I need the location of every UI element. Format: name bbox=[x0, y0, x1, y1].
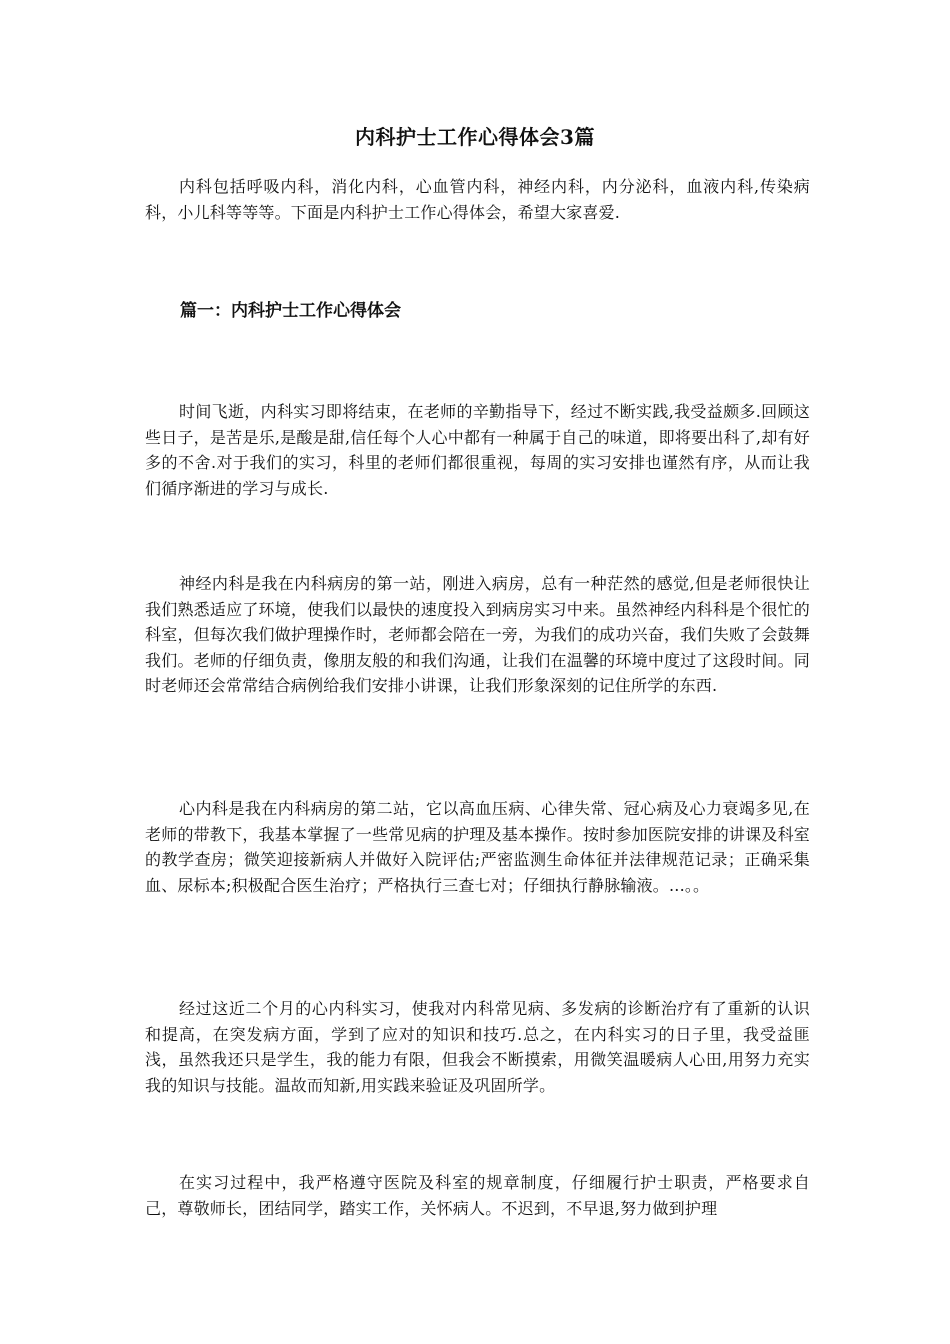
body-paragraph: 神经内科是我在内科病房的第一站，刚进入病房，总有一种茫然的感觉,但是老师很快让我们熟悉适应了环境，使我们以最快的速度投入到病房实习中来。虽然神经内科科是个很忙的科室，但每次我们做护理操作时，老师都会陪在一旁，为我们的成功兴奋，我们失败了会鼓舞我们。老师的仔细负责，像朋友般的和我们沟通，让我们在温馨的环境中度过了这段时间。同时老师还会常常结合病例给我们安排小讲课，让我们形象深刻的记住所学的东西. bbox=[145, 574, 810, 695]
body-paragraph: 心内科是我在内科病房的第二站，它以高血压病、心律失常、冠心病及心力衰竭多见,在老师的带教下，我基本掌握了一些常见病的护理及基本操作。按时参加医院安排的讲课及科室的教学查房；微笑迎接新病人并做好入院评估;严密监测生命体征并法律规范记录；正确采集血、尿标本;积极配合医生治疗；严格执行三查七对；仔细执行静脉输液。...。。 bbox=[145, 799, 810, 895]
section-heading: 篇一：内科护士工作心得体会 bbox=[180, 301, 401, 321]
body-paragraph: 经过这近二个月的心内科实习，使我对内科常见病、多发病的诊断治疗有了重新的认识和提高，在突发病方面，学到了应对的知识和技巧.总之，在内科实习的日子里，我受益匪浅，虽然我还只是学生，我的能力有限，但我会不断摸索，用微笑温暖病人心田,用努力充实我的知识与技能。温故而知新,用实践来验证及巩固所学。 bbox=[145, 999, 810, 1095]
body-paragraph: 在实习过程中，我严格遵守医院及科室的规章制度，仔细履行护士职责，严格要求自己，尊敬师长，团结同学，踏实工作，关怀病人。不迟到，不早退,努力做到护理 bbox=[145, 1173, 810, 1218]
intro-paragraph: 内科包括呼吸内科，消化内科，心血管内科，神经内科，内分泌科，血液内科,传染病科，小儿科等等等。下面是内科护士工作心得体会，希望大家喜爱. bbox=[145, 177, 810, 222]
document-title: 内科护士工作心得体会3篇 bbox=[355, 125, 595, 149]
body-paragraph: 时间飞逝，内科实习即将结束，在老师的辛勤指导下，经过不断实践,我受益颇多.回顾这些日子，是苦是乐,是酸是甜,信任每个人心中都有一种属于自己的味道，即将要出科了,却有好多的不舍.对于我们的实习，科里的老师们都很重视，每周的实习安排也谨然有序，从而让我们循序渐进的学习与成长. bbox=[145, 402, 810, 498]
